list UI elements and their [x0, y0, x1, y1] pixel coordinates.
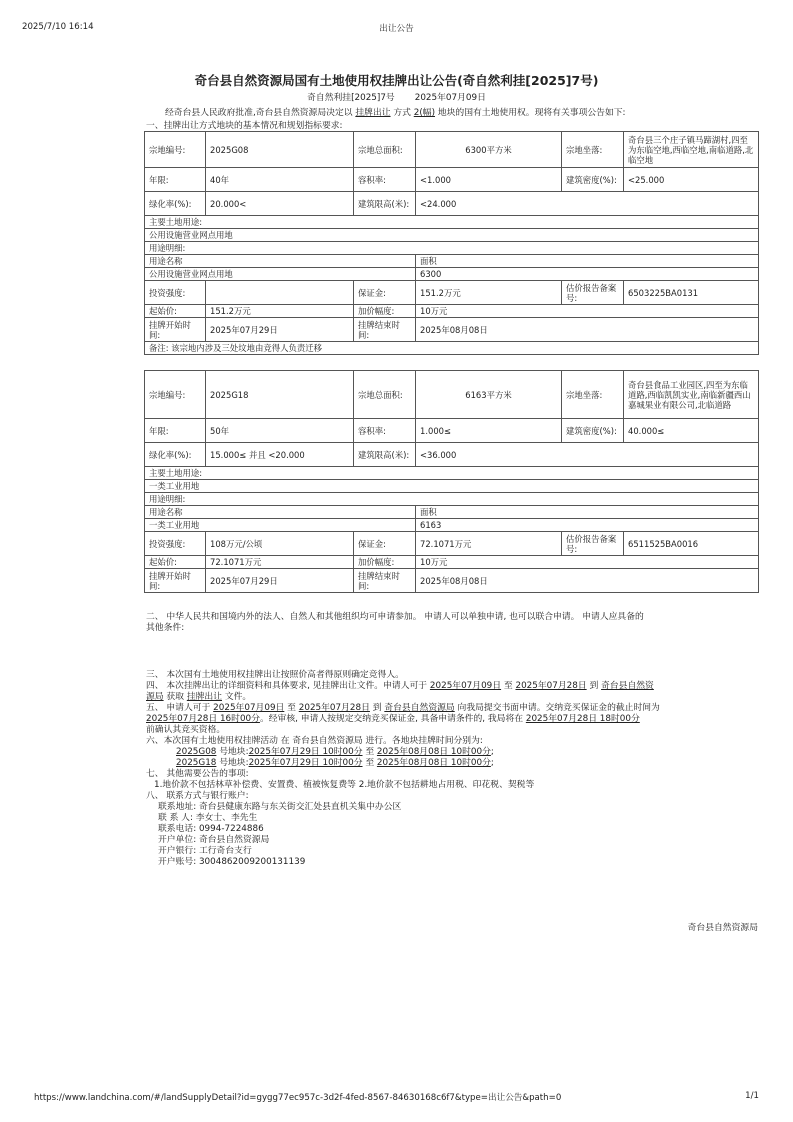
s4-text: 获取: [166, 692, 185, 702]
parcel-invest: [206, 281, 354, 305]
s5-date-end: 2025年07月28日: [298, 703, 370, 713]
section-5-line: [146, 703, 758, 714]
parcel-increment: 10万元: [416, 556, 759, 569]
label-invest: 投资强度:: [145, 532, 206, 556]
s5-text: 至: [287, 703, 296, 713]
parcel-start-time: 2025年07月29日: [206, 569, 354, 593]
parcel-density: 40.000≤: [624, 419, 759, 443]
s4-date-start: 2025年07月09日: [429, 681, 502, 691]
schedule-end: 2025年08月08日 10时00分: [376, 758, 491, 768]
section-7: 七、 其他需要公告的事项:: [146, 769, 249, 779]
contact-row: [146, 824, 758, 835]
contact-value: 李女士、李先生: [195, 813, 258, 823]
section-3: 三、 本次国有土地使用权挂牌出让按照价高者得原则确定竞得人。: [146, 670, 404, 680]
schedule-row: [146, 747, 758, 758]
contact-label: 开户单位:: [158, 835, 197, 845]
parcel-total-area: 6163平方米: [416, 371, 562, 419]
contact-value: 奇台县健康东路与东关街交汇处县直机关集中办公区: [198, 802, 402, 812]
contact-row: [146, 802, 758, 813]
s5-text: 向我局提交书面申请。交纳竞买保证金的截止时间为: [457, 703, 660, 713]
section-4-line: [146, 681, 758, 692]
label-end-time: 挂牌结束时间:: [354, 569, 416, 593]
label-area: 面积: [416, 255, 759, 268]
parcel-location: 奇台县三个庄子镇马蹄湖村,四至为东临空地,西临空地,南临道路,北临空地: [624, 132, 759, 168]
contact-value: 0994-7224886: [198, 824, 264, 834]
parcel-main-use: 一类工业用地: [145, 480, 759, 493]
s4-text: 到: [589, 681, 599, 691]
label-density: 建筑密度(%):: [562, 419, 624, 443]
label-increment: 加价幅度:: [354, 556, 416, 569]
contact-label: 联 系 人:: [158, 813, 193, 823]
label-deposit: 保证金:: [354, 532, 416, 556]
announcement-title: 奇台县自然资源局国有土地使用权挂牌出让公告(奇自然利挂[2025]7号): [194, 73, 599, 88]
s5-text: 五、 申请人可于: [146, 703, 211, 713]
parcel-term: 40年: [206, 168, 354, 192]
intro-text: 地块的国有土地使用权。现将有关事项公告如下:: [437, 108, 626, 118]
print-datetime: 2025/7/10 16:14: [22, 22, 94, 32]
print-header: [22, 22, 771, 34]
label-use-name: 用途名称: [145, 255, 416, 268]
schedule-text: 号地块:: [219, 758, 249, 768]
parcel-deposit: 151.2万元: [416, 281, 562, 305]
label-plot-ratio: 容积率:: [354, 419, 416, 443]
parcel-total-area: 6300平方米: [416, 132, 562, 168]
label-start-time: 挂牌开始时间:: [145, 318, 206, 342]
schedule-start: 2025年07月29日 10时00分: [248, 758, 363, 768]
label-report-no: 估价报告备案号:: [562, 281, 624, 305]
s5-text: 。经审核, 申请人按规定交纳竞买保证金, 具备申请条件的, 我局将在: [259, 714, 524, 724]
s5-confirm-time: 2025年07月28日 18时00分: [525, 714, 640, 724]
parcel-remark: 备注: 该宗地内涉及三处坟地由竞得人负责迁移: [145, 342, 759, 355]
label-location: 宗地坐落:: [562, 132, 624, 168]
schedule-row: [146, 758, 758, 769]
parcel-table: [144, 131, 759, 355]
parcel-increment: 10万元: [416, 305, 759, 318]
doc-date: 2025年07月09日: [414, 93, 486, 103]
section-5-line: 前确认其竞买资格。: [146, 725, 226, 735]
schedule-text: 至: [365, 758, 375, 768]
sections-3-8: [146, 670, 758, 868]
parcel-green: 15.000≤ 并且 <20.000: [206, 443, 354, 467]
contact-row: [146, 813, 758, 824]
schedule-text: ;: [490, 758, 494, 768]
label-parcel-no: 宗地编号:: [145, 132, 206, 168]
contact-label: 开户银行:: [158, 846, 197, 856]
print-page-title: 出让公告: [379, 24, 414, 34]
schedule-start: 2025年07月29日 10时00分: [248, 747, 363, 757]
label-start-time: 挂牌开始时间:: [145, 569, 206, 593]
s4-org: 奇台县自然资: [601, 681, 654, 691]
section-7-item: 1.地价款不包括林草补偿费、安置费、植被恢复费等 2.地价款不包括耕地占用税、印花税、契税等: [154, 780, 535, 790]
s4-text: 四、 本次挂牌出让的详细资料和具体要求, 见挂牌出让文件。申请人可于: [146, 681, 428, 691]
schedule-parcel-no: 2025G08: [176, 747, 217, 757]
section-2-line: 其他条件:: [146, 623, 185, 633]
schedule-parcel-no: 2025G18: [176, 758, 217, 768]
parcel-start-price: 72.1071万元: [206, 556, 354, 569]
contact-row: [146, 846, 758, 857]
label-main-use: 主要土地用途:: [145, 216, 759, 229]
announcement-subtitle: [0, 90, 793, 103]
parcel-end-time: 2025年08月08日: [416, 318, 759, 342]
intro-paragraph: [165, 105, 626, 118]
parcel-term: 50年: [206, 419, 354, 443]
contact-value: 3004862009200131139: [198, 857, 306, 867]
parcel-density: <25.000: [624, 168, 759, 192]
contact-value: 工行奇台支行: [198, 846, 252, 856]
section-2: [146, 612, 758, 634]
parcel-start-time: 2025年07月29日: [206, 318, 354, 342]
signature: 奇台县自然资源局: [687, 923, 758, 933]
label-height: 建筑限高(米):: [354, 192, 416, 216]
use-row-area: 6163: [416, 519, 759, 532]
schedule-text: 至: [365, 747, 375, 757]
contact-label: 开户账号:: [158, 857, 197, 867]
intro-count: 2(幅): [413, 108, 436, 118]
contact-row: [146, 857, 758, 868]
label-report-no: 估价报告备案号:: [562, 532, 624, 556]
label-density: 建筑密度(%):: [562, 168, 624, 192]
label-term: 年限:: [145, 419, 206, 443]
label-term: 年限:: [145, 168, 206, 192]
label-total-area: 宗地总面积:: [354, 371, 416, 419]
section-5-line: [146, 714, 758, 725]
parcel-report-no: 6503225BA0131: [624, 281, 759, 305]
parcel-height: <24.000: [416, 192, 759, 216]
parcel-main-use: 公用设施营业网点用地: [145, 229, 759, 242]
label-increment: 加价幅度:: [354, 305, 416, 318]
label-use-detail: 用途明细:: [145, 242, 759, 255]
section-8: 八、 联系方式与银行账户:: [146, 791, 249, 801]
contact-row: [146, 835, 758, 846]
label-main-use: 主要土地用途:: [145, 467, 759, 480]
intro-text: 经奇台县人民政府批准,奇台县自然资源局决定以: [165, 108, 353, 118]
section-1-heading: 一、挂牌出让方式地块的基本情况和规划指标要求:: [146, 121, 343, 131]
label-green: 绿化率(%):: [145, 192, 206, 216]
use-row-name: 一类工业用地: [145, 519, 416, 532]
label-green: 绿化率(%):: [145, 443, 206, 467]
s4-text: 文件。: [224, 692, 252, 702]
label-total-area: 宗地总面积:: [354, 132, 416, 168]
label-height: 建筑限高(米):: [354, 443, 416, 467]
parcel-plot-ratio: <1.000: [416, 168, 562, 192]
label-start-price: 起始价:: [145, 305, 206, 318]
parcel-invest: 108万元/公顷: [206, 532, 354, 556]
parcel-plot-ratio: 1.000≤: [416, 419, 562, 443]
s5-deadline: 2025年07月28日 16时00分: [146, 714, 260, 724]
label-location: 宗地坐落:: [562, 371, 624, 419]
parcel-start-price: 151.2万元: [206, 305, 354, 318]
label-invest: 投资强度:: [145, 281, 206, 305]
section-4-line: [146, 692, 758, 703]
use-row-area: 6300: [416, 268, 759, 281]
label-area: 面积: [416, 506, 759, 519]
parcel-no: 2025G18: [206, 371, 354, 419]
schedule-text: 号地块:: [219, 747, 249, 757]
parcel-deposit: 72.1071万元: [416, 532, 562, 556]
parcel-height: <36.000: [416, 443, 759, 467]
s5-text: 到: [372, 703, 382, 713]
use-row-name: 公用设施营业网点用地: [145, 268, 416, 281]
intro-method: 挂牌出让: [355, 108, 391, 118]
s4-date-end: 2025年07月28日: [515, 681, 587, 691]
section-2-line: 二、 中华人民共和国境内外的法人、自然人和其他组织均可申请参加。 申请人可以单独申请, 也可以联合申请。 申请人应具备的: [146, 612, 644, 622]
label-use-detail: 用途明细:: [145, 493, 759, 506]
label-use-name: 用途名称: [145, 506, 416, 519]
parcel-no: 2025G08: [206, 132, 354, 168]
parcel-table: [144, 370, 759, 593]
schedule-end: 2025年08月08日 10时00分: [376, 747, 491, 757]
parcel-location: 奇台县食品工业园区,四至为东临道路,西临凯凯实业,南临新疆西山嘉城果业有限公司,北临道路: [624, 371, 759, 419]
schedule-text: ;: [490, 747, 494, 757]
contact-value: 奇台县自然资源局: [198, 835, 270, 845]
contact-label: 联系电话:: [158, 824, 197, 834]
label-parcel-no: 宗地编号:: [145, 371, 206, 419]
parcel-green: 20.000<: [206, 192, 354, 216]
s4-doc: 挂牌出让: [186, 692, 223, 702]
s5-org: 奇台县自然资源局: [384, 703, 455, 713]
s4-org: 源局: [146, 692, 164, 702]
s4-text: 至: [503, 681, 513, 691]
parcel-end-time: 2025年08月08日: [416, 569, 759, 593]
s5-date-start: 2025年07月09日: [213, 703, 285, 713]
label-deposit: 保证金:: [354, 281, 416, 305]
label-end-time: 挂牌结束时间:: [354, 318, 416, 342]
print-page-number: 1/1: [745, 1091, 759, 1101]
doc-number: 奇自然利挂[2025]7号: [307, 93, 395, 103]
contact-label: 联系地址:: [158, 802, 197, 812]
print-url: https://www.landchina.com/#/landSupplyDetail?id=gygg77ec957c-3d2f-4fed-8567-84630168c6f7&type=出让公告&path=0: [34, 1093, 562, 1103]
label-plot-ratio: 容积率:: [354, 168, 416, 192]
section-6: 六、本次国有土地使用权挂牌活动 在 奇台县自然资源局 进行。各地块挂牌时间分别为:: [146, 736, 483, 746]
parcel-report-no: 6511525BA0016: [624, 532, 759, 556]
print-footer: [34, 1091, 759, 1103]
label-start-price: 起始价:: [145, 556, 206, 569]
intro-text: 方式: [393, 108, 411, 118]
